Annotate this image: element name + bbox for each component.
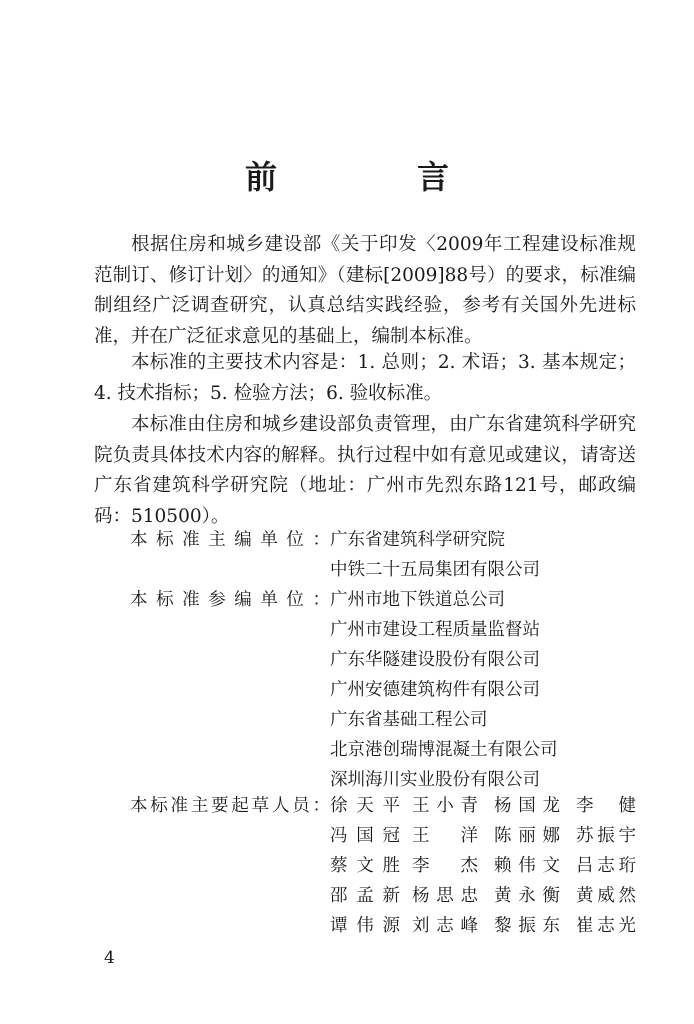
participating-unit: 广东省基础工程公司 xyxy=(330,710,488,730)
participating-unit-row xyxy=(94,615,654,645)
participating-unit: 广东华隧建设股份有限公司 xyxy=(330,650,540,670)
participating-unit-row xyxy=(94,675,654,705)
drafter-name: 谭伟源 xyxy=(330,916,400,936)
participating-unit-row xyxy=(94,645,654,675)
drafter-name: 李 杰 xyxy=(412,856,478,876)
paragraph-contents: 本标准的主要技术内容是：1. 总则；2. 术语；3. 基本规定；4. 技术指标；5. 检验方法；6. 验收标准。 xyxy=(94,352,636,404)
drafters-row xyxy=(94,881,654,911)
drafters-row xyxy=(94,821,654,851)
drafter-name: 杨国龙 xyxy=(494,796,560,816)
chief-units-label: 本标准主编单位： xyxy=(130,530,330,550)
participating-units-label: 本标准参编单位： xyxy=(130,590,330,610)
drafter-name: 黎振东 xyxy=(494,916,560,936)
participating-unit: 广州安德建筑构件有限公司 xyxy=(330,680,540,700)
drafters-row xyxy=(94,851,654,881)
drafter-name: 冯国冠 xyxy=(330,826,400,846)
participating-unit: 深圳海川实业股份有限公司 xyxy=(330,770,540,790)
drafter-name: 吕志珩 xyxy=(576,856,636,876)
paragraph-management: 本标准由住房和城乡建设部负责管理，由广东省建筑科学研究院负责具体技术内容的解释。执行过程中如有意见或建议，请寄送广东省建筑科学研究院（地址：广州市先烈东路121号，邮政编码：510500）。 xyxy=(94,414,636,527)
participating-unit-row xyxy=(94,585,654,615)
drafter-name: 陈丽娜 xyxy=(494,826,560,846)
chief-unit-row xyxy=(94,555,654,585)
chief-unit-row xyxy=(94,525,654,555)
participating-unit: 广州市地下铁道总公司 xyxy=(330,590,505,610)
paragraph-background: 根据住房和城乡建设部《关于印发〈2009年工程建设标准规范制订、修订计划〉的通知》（建标[2009]88号）的要求，标准编制组经广泛调查研究，认真总结实践经验，参考有关国外先进标准，并在广泛征求意见的基础上，编制本标准。 xyxy=(94,234,636,347)
participating-unit: 广州市建设工程质量监督站 xyxy=(330,620,540,640)
drafter-name: 崔志光 xyxy=(576,916,636,936)
drafter-name: 赖伟文 xyxy=(494,856,560,876)
drafters-row xyxy=(94,911,654,941)
participating-unit-row xyxy=(94,705,654,735)
drafter-name: 杨思忠 xyxy=(412,886,478,906)
chief-unit: 中铁二十五局集团有限公司 xyxy=(330,560,540,580)
participating-unit: 北京港创瑞博混凝土有限公司 xyxy=(330,740,558,760)
drafter-name: 苏振宇 xyxy=(576,826,636,846)
drafters-section xyxy=(94,791,654,941)
drafter-name: 刘志峰 xyxy=(412,916,478,936)
drafter-name: 黄威然 xyxy=(576,886,636,906)
units-section xyxy=(94,525,654,795)
drafter-name: 蔡文胜 xyxy=(330,856,400,876)
drafter-name: 徐天平 xyxy=(330,796,400,816)
drafter-name: 王 洋 xyxy=(412,826,478,846)
participating-unit-row xyxy=(94,735,654,765)
drafter-name: 李 健 xyxy=(576,796,636,816)
drafter-name: 王小青 xyxy=(412,796,478,816)
chief-unit: 广东省建筑科学研究院 xyxy=(330,530,505,550)
drafters-row xyxy=(94,791,654,821)
drafter-name: 黄永衡 xyxy=(494,886,560,906)
page-number: 4 xyxy=(104,948,115,968)
drafters-label: 本标准主要起草人员： xyxy=(130,796,330,816)
page-title: 前 言 xyxy=(244,158,503,196)
drafter-name: 邵孟新 xyxy=(330,886,400,906)
